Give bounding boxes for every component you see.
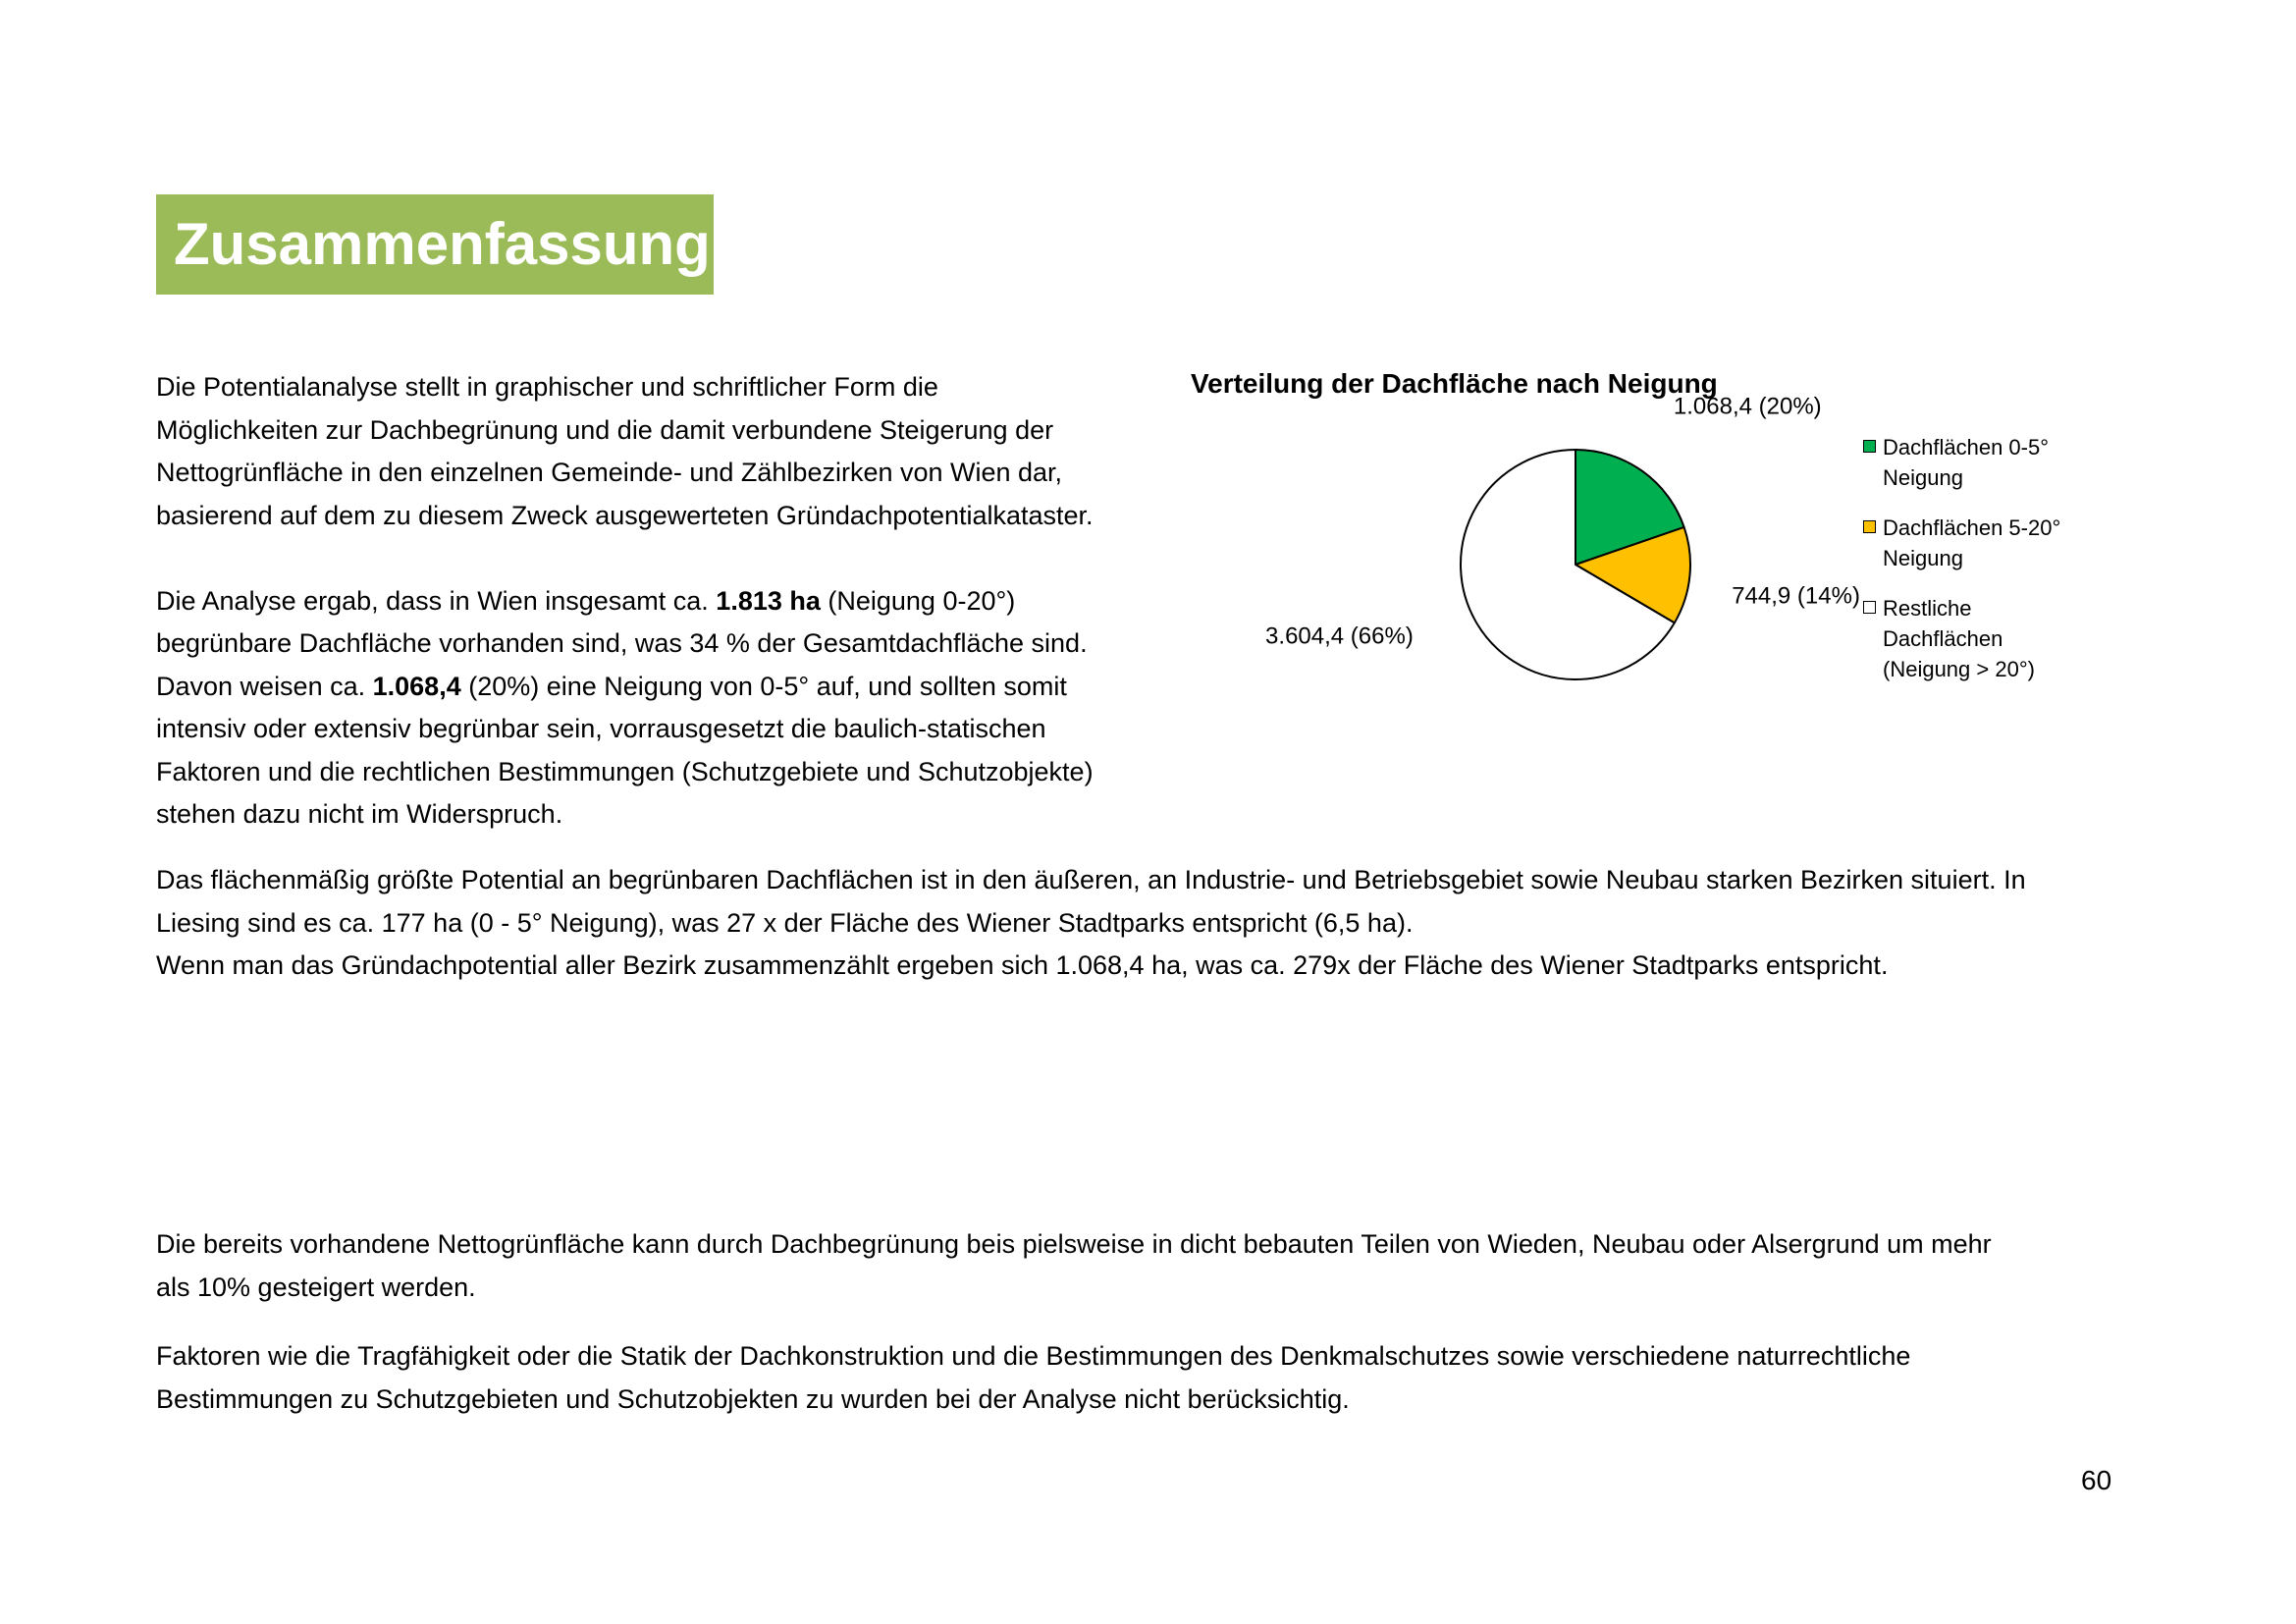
p3-line-3: Wenn man das Gründachpotential aller Bezirk zusammenzählt ergeben sich 1.068,4 ha, was ca. 279x der Fläche des Wiener Stadtparks entspricht. <box>156 950 1889 980</box>
legend-item-0-5 <box>1863 432 2118 493</box>
legend-label-rest-line-1: Restliche <box>1883 596 1972 621</box>
intro-p1-line-3: Nettogrünfläche in den einzelnen Gemeinde- und Zählbezirken von Wien dar, <box>156 458 1063 487</box>
legend-swatch-rest <box>1863 601 1876 614</box>
page-number: 60 <box>2081 1465 2112 1495</box>
paragraph-factors <box>156 1335 2129 1421</box>
p6-line-1: Faktoren wie die Tragfähigkeit oder die Statik der Dachkonstruktion und die Bestimmungen des Denkmalschutzes sowie verschiedene naturrechtliche <box>156 1341 1911 1371</box>
pie-label-rest: 3.604,4 (66%) <box>1265 623 1414 650</box>
intro-p2-line-1-post: (Neigung 0-20°) <box>820 585 1016 616</box>
p5-line-1: Die bereits vorhandene Nettogrünfläche kann durch Dachbegrünung beis pielsweise in dicht bebauten Teilen von Wieden, Neubau oder Alsergrund um mehr <box>156 1229 1992 1259</box>
legend-item-5-20 <box>1863 513 2118 573</box>
intro-p1-line-4: basierend auf dem zu diesem Zweck ausgewerteten Gründachpotentialkataster. <box>156 500 1094 530</box>
legend-label-0-5-line-2: Neigung <box>1883 465 1963 490</box>
legend-label-5-20-line-1: Dachflächen 5-20° <box>1883 515 2061 540</box>
paragraph-net-green <box>156 1223 2129 1309</box>
chart-legend <box>1863 432 2118 704</box>
intro-text <box>156 366 1148 837</box>
chart-title: Verteilung der Dachfläche nach Neigung <box>1191 368 1718 399</box>
pie-chart <box>1265 393 1865 707</box>
legend-label-0-5-line-1: Dachflächen 0-5° <box>1883 435 2050 460</box>
intro-p2-line-2: begrünbare Dachfläche vorhanden sind, was 34 % der Gesamtdachfläche sind. <box>156 628 1088 658</box>
p6-line-2: Bestimmungen zu Schutzgebieten und Schutzobjekten zu wurden bei der Analyse nicht berücksichtig. <box>156 1383 1350 1414</box>
legend-label-rest-line-3: (Neigung > 20°) <box>1883 657 2035 681</box>
total-area-value: 1.813 ha <box>716 585 821 616</box>
legend-label-rest-line-2: Dachflächen <box>1883 626 2003 651</box>
p3-line-1: Das flächenmäßig größte Potential an begrünbaren Dachflächen ist in den äußeren, an Industrie- und Betriebsgebiet sowie Neubau starken Bezirken situiert. In <box>156 865 2026 894</box>
legend-swatch-5-20 <box>1863 520 1876 533</box>
paragraph-net-green-text <box>156 1223 2129 1309</box>
intro-p2-line-6: stehen dazu nicht im Widerspruch. <box>156 799 563 829</box>
intro-paragraph-1 <box>156 366 1148 537</box>
p5-line-2: als 10% gesteigert werden. <box>156 1272 476 1302</box>
paragraph-potential-text <box>156 859 2129 988</box>
paragraph-potential <box>156 859 2129 988</box>
intro-p2-line-3-post: (20%) eine Neigung von 0-5° auf, und sollten somit <box>460 671 1067 701</box>
paragraph-factors-text <box>156 1335 2129 1421</box>
intro-p2-line-3-pre: Davon weisen ca. <box>156 671 373 701</box>
intro-p1-line-2: Möglichkeiten zur Dachbegrünung und die damit verbundene Steigerung der <box>156 414 1054 445</box>
intro-p1-line-1: Die Potentialanalyse stellt in graphischer und schriftlicher Form die <box>156 372 938 402</box>
section-title: Zusammenfassung <box>174 211 711 277</box>
p3-line-2: Liesing sind es ca. 177 ha (0 - 5° Neigung), was 27 x der Fläche des Wiener Stadtparks entspricht (6,5 ha). <box>156 907 1414 938</box>
intro-p2-line-1-pre: Die Analyse ergab, dass in Wien insgesamt ca. <box>156 585 717 616</box>
legend-swatch-0-5 <box>1863 440 1876 453</box>
pie-label-0-5: 1.068,4 (20%) <box>1673 393 1822 420</box>
intro-paragraph-2 <box>156 580 1148 837</box>
pie-label-5-20: 744,9 (14%) <box>1732 582 1860 610</box>
flat-roof-area-value: 1.068,4 <box>372 671 461 701</box>
legend-label-5-20-line-2: Neigung <box>1883 546 1963 570</box>
section-title-box <box>156 194 714 295</box>
intro-p2-line-4: intensiv oder extensiv begrünbar sein, vorrausgesetzt die baulich-statischen <box>156 714 1046 743</box>
intro-p2-line-5: Faktoren und die rechtlichen Bestimmungen (Schutzgebiete und Schutzobjekte) <box>156 756 1094 786</box>
legend-item-rest <box>1863 593 2118 684</box>
